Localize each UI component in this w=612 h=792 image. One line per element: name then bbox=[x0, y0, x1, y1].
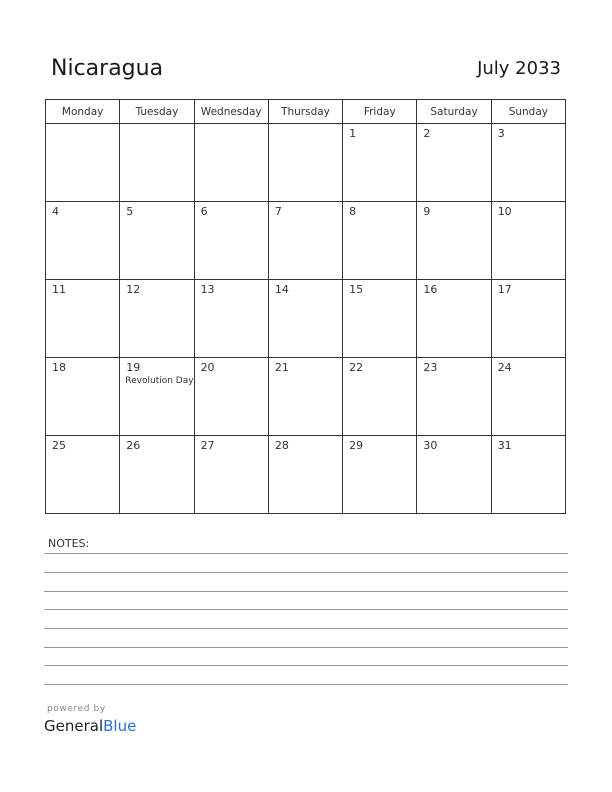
day-number: 28 bbox=[274, 439, 289, 452]
day-cell bbox=[417, 436, 491, 514]
logo-blue-text: Blue bbox=[103, 717, 137, 735]
day-number: 12 bbox=[126, 283, 141, 296]
day-number: 3 bbox=[497, 127, 505, 140]
day-number: 9 bbox=[423, 205, 431, 218]
day-number: 24 bbox=[497, 361, 512, 374]
weekday-sunday: Sunday bbox=[491, 100, 565, 124]
day-number: 10 bbox=[497, 205, 512, 218]
day-cell bbox=[268, 280, 342, 358]
day-cell bbox=[194, 358, 268, 436]
note-line bbox=[44, 609, 568, 610]
day-number: 16 bbox=[423, 283, 438, 296]
day-number: 30 bbox=[423, 439, 438, 452]
day-cell bbox=[46, 358, 120, 436]
weekday-header-row bbox=[46, 100, 566, 124]
day-cell bbox=[120, 202, 194, 280]
powered-by-text: powered by bbox=[47, 704, 106, 714]
day-cell bbox=[120, 358, 194, 436]
notes-label: NOTES: bbox=[48, 537, 90, 550]
day-number bbox=[195, 124, 268, 127]
day-number: 2 bbox=[423, 127, 431, 140]
day-cell bbox=[491, 436, 565, 514]
note-line bbox=[44, 628, 568, 629]
day-cell bbox=[120, 124, 194, 202]
note-line bbox=[44, 665, 568, 666]
weekday-monday: Monday bbox=[46, 100, 120, 124]
weekday-thursday: Thursday bbox=[268, 100, 342, 124]
day-cell bbox=[120, 436, 194, 514]
day-cell bbox=[268, 436, 342, 514]
day-cell bbox=[417, 280, 491, 358]
calendar-body bbox=[46, 124, 566, 514]
note-line bbox=[44, 553, 568, 554]
day-number bbox=[120, 124, 193, 127]
day-cell bbox=[491, 280, 565, 358]
week-row bbox=[46, 124, 566, 202]
day-cell bbox=[491, 202, 565, 280]
day-number: 31 bbox=[497, 439, 512, 452]
country-title: Nicaragua bbox=[51, 56, 164, 81]
day-number: 13 bbox=[200, 283, 215, 296]
day-number bbox=[46, 124, 119, 127]
day-cell bbox=[343, 436, 417, 514]
day-cell bbox=[268, 358, 342, 436]
weekday-friday: Friday bbox=[343, 100, 417, 124]
day-cell bbox=[268, 202, 342, 280]
day-cell bbox=[194, 280, 268, 358]
day-number: 5 bbox=[126, 205, 134, 218]
weekday-tuesday: Tuesday bbox=[120, 100, 194, 124]
day-number: 1 bbox=[349, 127, 357, 140]
calendar-grid bbox=[45, 99, 566, 514]
day-number: 23 bbox=[423, 361, 438, 374]
month-year-title: July 2033 bbox=[477, 58, 561, 79]
day-cell bbox=[194, 202, 268, 280]
day-number: 14 bbox=[274, 283, 289, 296]
week-row bbox=[46, 436, 566, 514]
week-row bbox=[46, 280, 566, 358]
day-number: 25 bbox=[52, 439, 66, 452]
day-cell bbox=[343, 280, 417, 358]
day-number bbox=[269, 124, 342, 127]
note-line bbox=[44, 684, 568, 685]
day-number: 15 bbox=[349, 283, 364, 296]
day-cell bbox=[491, 358, 565, 436]
day-cell bbox=[268, 124, 342, 202]
generalblue-logo bbox=[44, 717, 136, 735]
day-number: 26 bbox=[126, 439, 141, 452]
day-number: 22 bbox=[349, 361, 364, 374]
day-cell bbox=[46, 124, 120, 202]
week-row bbox=[46, 358, 566, 436]
day-cell bbox=[120, 280, 194, 358]
day-cell bbox=[343, 124, 417, 202]
day-number: 6 bbox=[200, 205, 208, 218]
day-cell bbox=[417, 202, 491, 280]
day-number: 8 bbox=[349, 205, 357, 218]
day-number: 20 bbox=[200, 361, 215, 374]
day-number: 19 bbox=[126, 361, 141, 374]
note-line bbox=[44, 647, 568, 648]
day-number: 18 bbox=[52, 361, 66, 374]
day-number: 29 bbox=[349, 439, 364, 452]
day-cell bbox=[343, 202, 417, 280]
holiday-label: Revolution Day bbox=[125, 376, 194, 386]
day-cell bbox=[46, 436, 120, 514]
note-line bbox=[44, 591, 568, 592]
day-number: 4 bbox=[52, 205, 59, 218]
day-cell bbox=[417, 358, 491, 436]
day-cell bbox=[46, 280, 120, 358]
note-line bbox=[44, 572, 568, 573]
day-cell bbox=[194, 436, 268, 514]
day-number: 7 bbox=[274, 205, 282, 218]
weekday-saturday: Saturday bbox=[417, 100, 491, 124]
day-number: 21 bbox=[274, 361, 289, 374]
day-cell bbox=[491, 124, 565, 202]
day-cell bbox=[343, 358, 417, 436]
day-cell bbox=[46, 202, 120, 280]
weekday-wednesday: Wednesday bbox=[194, 100, 268, 124]
day-number: 17 bbox=[497, 283, 512, 296]
day-number: 11 bbox=[52, 283, 66, 296]
day-number: 27 bbox=[200, 439, 215, 452]
week-row bbox=[46, 202, 566, 280]
day-cell bbox=[417, 124, 491, 202]
logo-general-text: General bbox=[44, 717, 104, 735]
day-cell bbox=[194, 124, 268, 202]
